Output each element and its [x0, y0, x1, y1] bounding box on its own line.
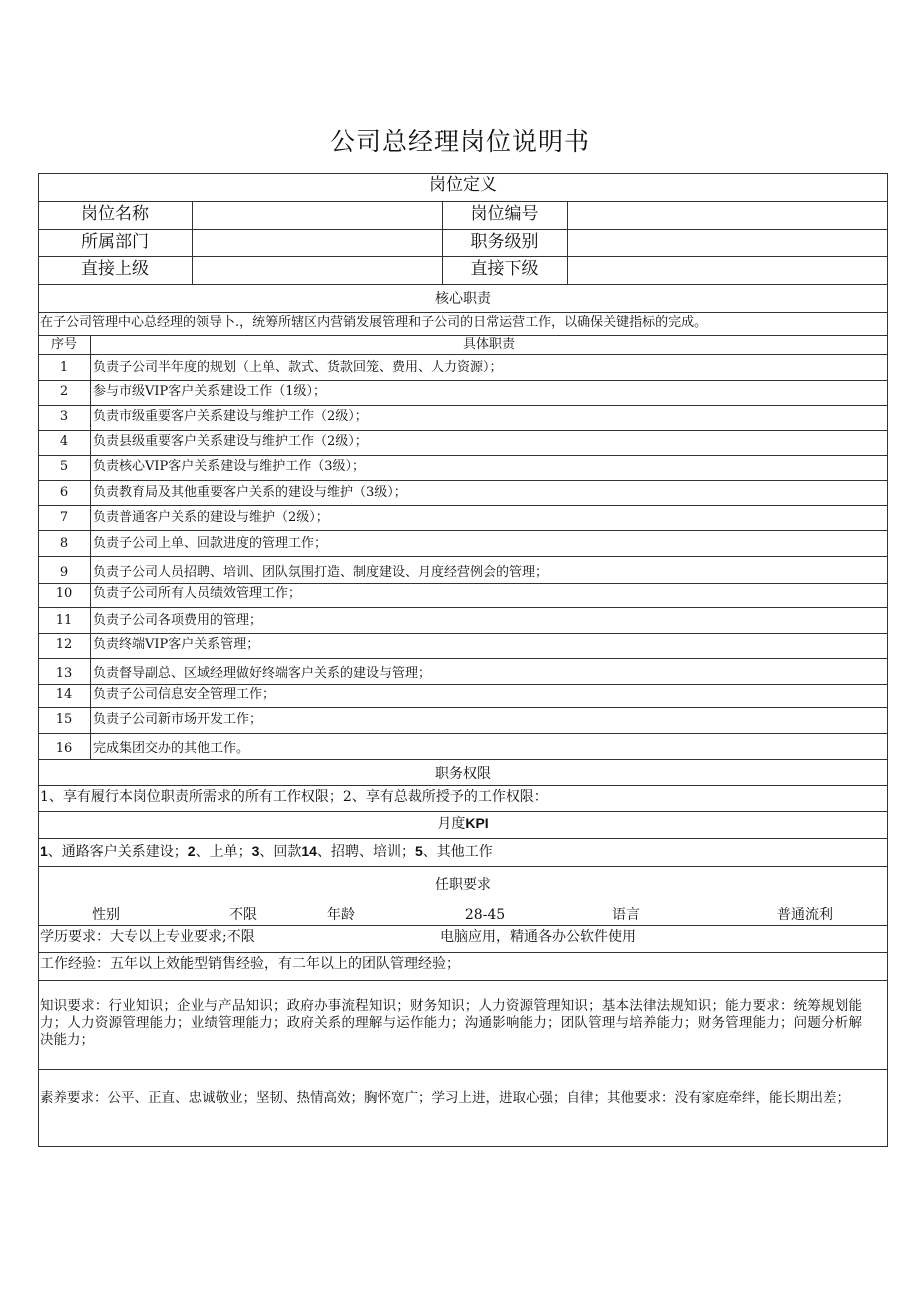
- row-line: [38, 866, 888, 867]
- authority-text: 1、享有履行本岗位职责所需求的所有工作权限；2、享有总裁所授予的工作权限：: [40, 789, 548, 805]
- col-duty-header: 具体职责: [462, 337, 515, 352]
- duty-no: 5: [59, 459, 69, 474]
- education-requirement: 学历要求：大专以上专业要求;不限: [40, 929, 255, 945]
- row-line: [38, 785, 888, 786]
- duty-text: 负责子公司各项费用的管理；: [93, 613, 263, 628]
- duty-text: 负责核心VIP客户关系建设与维护工作（3级）；: [93, 459, 366, 474]
- duty-text: 参与市级VIP客户关系建设工作（1级）；: [93, 384, 327, 399]
- position-code-label: 岗位编号: [470, 204, 539, 224]
- kpi-header: [38, 816, 888, 831]
- row-line: [38, 1069, 888, 1070]
- core-summary: 在子公司管理中心总经理的领导卜.，统筹所辖区内营销发展管理和子公司的日常运营工作，以确保关键指标的完成。: [40, 315, 708, 330]
- duty-no: 7: [59, 510, 69, 525]
- row-line: [38, 607, 888, 608]
- kpi-text: 、回款: [259, 844, 302, 860]
- kpi-items: [40, 844, 493, 859]
- duty-text: 负责督导副总、区域经理做好终端客户关系的建设与管理；: [93, 666, 432, 681]
- experience-requirement: 工作经验：五年以上效能型销售经验，有二年以上的团队管理经验；: [40, 956, 460, 972]
- row-line: [38, 284, 888, 285]
- row-line: [38, 354, 888, 355]
- duty-no: 9: [59, 565, 69, 580]
- kpi-text: 、招聘、培训；: [316, 844, 415, 860]
- duty-no: 13: [55, 666, 73, 681]
- row-line: [38, 759, 888, 760]
- authority-header: 职务权限: [435, 766, 491, 782]
- age-value: 28-45: [464, 907, 506, 923]
- row-line: [38, 658, 888, 659]
- kpi-header-suffix: KPI: [465, 815, 489, 831]
- duty-text: 负责子公司半年度的规划（上单、款式、货款回笼、费用、人力资源）；: [93, 360, 503, 375]
- direct-subordinate-label: 直接下级: [470, 259, 539, 279]
- row-line: [38, 633, 888, 634]
- duty-text: 负责子公司信息安全管理工作；: [93, 687, 276, 702]
- duty-text: 负责教育局及其他重要客户关系的建设与维护（3级）；: [93, 485, 407, 500]
- duty-no: 15: [55, 712, 73, 727]
- knowledge-requirement: 知识要求：行业知识；企业与产品知识；政府办事流程知识；财务知识；人力资源管理知识；基本法律法规知识；能力要求：统筹规划能力；人力资源管理能力；业绩管理能力；政府关系的理解与运作能力；沟通影响能力；团队管理与培养能力；财务管理能力；问题分析解决能力；: [40, 998, 862, 1048]
- duty-no: 2: [59, 384, 69, 399]
- row-line: [38, 980, 888, 981]
- duty-text: 负责县级重要客户关系建设与维护工作（2级）；: [93, 434, 368, 449]
- row-line: [38, 335, 888, 336]
- duty-no: 10: [55, 586, 73, 601]
- duty-text: 负责终端VIP客户关系管理；: [93, 637, 260, 652]
- col-line: [90, 335, 91, 759]
- department-label: 所属部门: [81, 232, 149, 252]
- core-header: 核心职责: [435, 291, 491, 307]
- row-line: [38, 811, 888, 812]
- col-line: [192, 201, 193, 284]
- language-value: 普通流利: [777, 907, 833, 923]
- row-line: [38, 530, 888, 531]
- direct-superior-label: 直接上级: [81, 259, 149, 279]
- kpi-header-prefix: 月度: [437, 816, 466, 832]
- kpi-text: 、通路客户关系建设；: [47, 844, 188, 860]
- row-line: [38, 838, 888, 839]
- page-title: 公司总经理岗位说明书: [329, 127, 590, 156]
- duty-no: 12: [55, 637, 73, 652]
- row-line: [38, 405, 888, 406]
- row-line: [38, 505, 888, 506]
- row-line: [38, 312, 888, 313]
- gender-label: 性别: [92, 907, 120, 923]
- row-line: [38, 430, 888, 431]
- duty-no: 3: [59, 409, 69, 424]
- row-line: [38, 480, 888, 481]
- duty-no: 6: [59, 485, 69, 500]
- duty-text: 完成集团交办的其他工作。: [93, 741, 250, 756]
- row-line: [38, 556, 888, 557]
- duty-no: 1: [59, 360, 69, 375]
- row-line: [38, 925, 888, 926]
- gender-value: 不限: [229, 907, 257, 923]
- computer-requirement: 电脑应用，精通各办公软件使用: [440, 929, 636, 945]
- duty-text: 负责子公司人员招聘、培训、团队氛围打造、制度建设、月度经营例会的管理；: [93, 565, 549, 580]
- row-line: [38, 256, 888, 257]
- col-line: [567, 201, 568, 284]
- duty-no: 11: [55, 613, 73, 628]
- kpi-num: 2: [187, 843, 196, 859]
- kpi-num: 14: [301, 843, 317, 859]
- kpi-num: 5: [414, 843, 423, 859]
- duty-text: 负责市级重要客户关系建设与维护工作（2级）；: [93, 409, 368, 424]
- kpi-text: 、上单；: [195, 844, 252, 860]
- quality-requirement: 素养要求：公平、正直、忠诚敬业；坚韧、热情高效；胸怀宽广；学习上进，进取心强；自律；其他要求：没有家庭牵绊，能长期出差；: [40, 1090, 850, 1106]
- position-name-label: 岗位名称: [81, 204, 149, 224]
- row-line: [38, 201, 888, 202]
- row-line: [38, 583, 888, 584]
- row-line: [38, 380, 888, 381]
- duty-no: 8: [59, 536, 69, 551]
- row-line: [38, 707, 888, 708]
- duty-text: 负责子公司上单、回款进度的管理工作；: [93, 536, 328, 551]
- row-line: [38, 455, 888, 456]
- duty-text: 负责子公司新市场开发工作；: [93, 712, 263, 727]
- age-label: 年龄: [327, 907, 355, 923]
- definition-header: 岗位定义: [429, 175, 497, 195]
- duty-no: 14: [55, 687, 73, 702]
- kpi-num: 3: [251, 843, 260, 859]
- duty-no: 16: [55, 741, 73, 756]
- duty-text: 负责普通客户关系的建设与维护（2级）；: [93, 510, 329, 525]
- col-no-header: 序号: [50, 337, 77, 352]
- row-line: [38, 952, 888, 953]
- kpi-num: 1: [40, 843, 48, 859]
- job-level-label: 职务级别: [470, 232, 539, 252]
- kpi-text: 、其他工作: [422, 844, 493, 860]
- language-label: 语言: [612, 907, 640, 923]
- duty-text: 负责子公司所有人员绩效管理工作；: [93, 586, 302, 601]
- duty-no: 4: [59, 434, 69, 449]
- row-line: [38, 684, 888, 685]
- row-line: [38, 733, 888, 734]
- requirements-header: 任职要求: [435, 877, 491, 893]
- row-line: [38, 229, 888, 230]
